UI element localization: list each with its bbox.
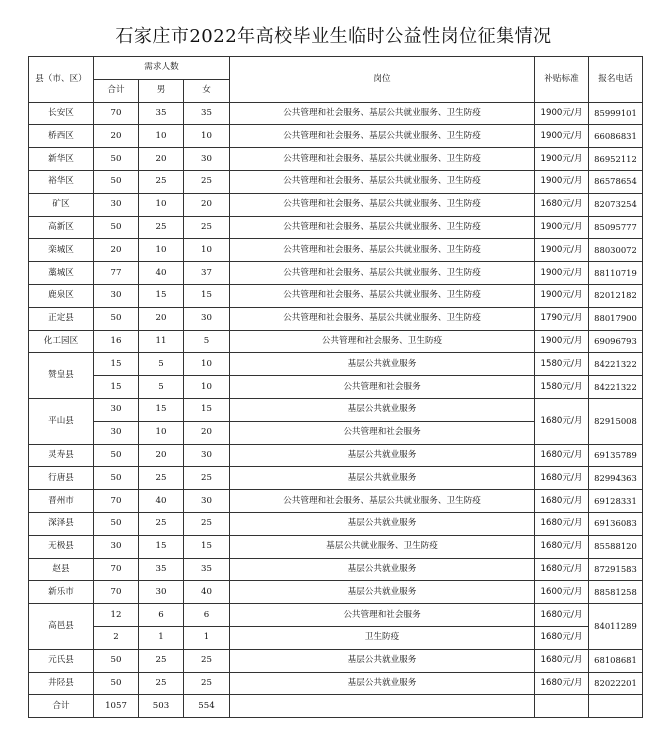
subsidy-cell: 1680元/月 — [535, 649, 589, 672]
phone-cell: 82012182 — [589, 284, 643, 307]
total-cell: 30 — [94, 193, 139, 216]
male-cell: 25 — [139, 467, 184, 490]
position-cell: 公共管理和社会服务、基层公共就业服务、卫生防疫 — [230, 125, 535, 148]
female-cell: 20 — [184, 421, 230, 444]
recruitment-table — [28, 56, 643, 718]
phone-cell: 88017900 — [589, 307, 643, 330]
county-cell: 元氏县 — [29, 649, 94, 672]
county-cell: 栾城区 — [29, 239, 94, 262]
female-cell: 30 — [184, 307, 230, 330]
page-title: 石家庄市2022年高校毕业生临时公益性岗位征集情况 — [115, 26, 552, 47]
position-cell: 基层公共就业服务 — [230, 444, 535, 467]
table-row — [29, 330, 643, 353]
position-cell: 公共管理和社会服务、基层公共就业服务、卫生防疫 — [230, 262, 535, 285]
subsidy-cell: 1900元/月 — [535, 170, 589, 193]
subsidy-cell: 1680元/月 — [535, 672, 589, 695]
header-male: 男 — [139, 79, 184, 102]
subsidy-cell: 1580元/月 — [535, 376, 589, 399]
phone-cell: 88030072 — [589, 239, 643, 262]
total-cell: 2 — [94, 626, 139, 649]
position-cell: 卫生防疫 — [230, 626, 535, 649]
female-cell: 30 — [184, 148, 230, 171]
position-cell: 公共管理和社会服务、基层公共就业服务、卫生防疫 — [230, 284, 535, 307]
female-cell: 35 — [184, 102, 230, 125]
position-cell: 基层公共就业服务、卫生防疫 — [230, 535, 535, 558]
position-cell: 基层公共就业服务 — [230, 353, 535, 376]
position-cell: 基层公共就业服务 — [230, 581, 535, 604]
county-cell: 赞皇县 — [29, 353, 94, 399]
table-row — [29, 398, 643, 421]
phone-cell: 86952112 — [589, 148, 643, 171]
phone-cell: 85095777 — [589, 216, 643, 239]
position-cell: 基层公共就业服务 — [230, 558, 535, 581]
county-cell: 新华区 — [29, 148, 94, 171]
total-cell: 50 — [94, 148, 139, 171]
table-row — [29, 604, 643, 627]
subsidy-cell: 1900元/月 — [535, 216, 589, 239]
male-cell: 20 — [139, 444, 184, 467]
phone-cell: 84221322 — [589, 353, 643, 376]
county-cell: 赵县 — [29, 558, 94, 581]
female-cell: 15 — [184, 535, 230, 558]
female-cell: 15 — [184, 398, 230, 421]
position-cell: 公共管理和社会服务、基层公共就业服务、卫生防疫 — [230, 490, 535, 513]
male-cell: 503 — [139, 695, 184, 718]
subsidy-cell: 1680元/月 — [535, 444, 589, 467]
total-cell: 12 — [94, 604, 139, 627]
total-cell: 50 — [94, 672, 139, 695]
male-cell: 10 — [139, 421, 184, 444]
phone-cell: 82915008 — [589, 398, 643, 444]
total-cell: 1057 — [94, 695, 139, 718]
subsidy-cell: 1900元/月 — [535, 284, 589, 307]
position-cell: 公共管理和社会服务、基层公共就业服务、卫生防疫 — [230, 216, 535, 239]
county-cell: 行唐县 — [29, 467, 94, 490]
table-row — [29, 125, 643, 148]
county-cell: 晋州市 — [29, 490, 94, 513]
subsidy-cell: 1680元/月 — [535, 604, 589, 627]
header-position: 岗位 — [230, 57, 535, 103]
phone-cell: 88581258 — [589, 581, 643, 604]
header-demand: 需求人数 — [94, 57, 230, 80]
county-cell: 高邑县 — [29, 604, 94, 650]
subsidy-cell: 1680元/月 — [535, 490, 589, 513]
position-cell: 公共管理和社会服务、基层公共就业服务、卫生防疫 — [230, 307, 535, 330]
phone-cell: 87291583 — [589, 558, 643, 581]
male-cell: 35 — [139, 558, 184, 581]
subsidy-cell: 1600元/月 — [535, 581, 589, 604]
female-cell: 25 — [184, 512, 230, 535]
position-cell — [230, 695, 535, 718]
subsidy-cell: 1900元/月 — [535, 125, 589, 148]
male-cell: 40 — [139, 490, 184, 513]
female-cell: 25 — [184, 216, 230, 239]
subsidy-cell: 1680元/月 — [535, 193, 589, 216]
county-cell: 化工园区 — [29, 330, 94, 353]
position-cell: 公共管理和社会服务、基层公共就业服务、卫生防疫 — [230, 193, 535, 216]
phone-cell: 69128331 — [589, 490, 643, 513]
total-cell: 50 — [94, 467, 139, 490]
male-cell: 11 — [139, 330, 184, 353]
county-cell: 矿区 — [29, 193, 94, 216]
phone-cell: 66086831 — [589, 125, 643, 148]
position-cell: 基层公共就业服务 — [230, 672, 535, 695]
table-row — [29, 239, 643, 262]
male-cell: 5 — [139, 376, 184, 399]
county-cell: 裕华区 — [29, 170, 94, 193]
total-cell: 30 — [94, 398, 139, 421]
female-cell: 30 — [184, 490, 230, 513]
phone-cell: 84011289 — [589, 604, 643, 650]
subsidy-cell: 1680元/月 — [535, 558, 589, 581]
county-cell: 新乐市 — [29, 581, 94, 604]
male-cell: 35 — [139, 102, 184, 125]
subsidy-cell: 1680元/月 — [535, 398, 589, 444]
table-row — [29, 467, 643, 490]
total-cell: 30 — [94, 535, 139, 558]
subsidy-cell: 1680元/月 — [535, 535, 589, 558]
total-cell: 15 — [94, 376, 139, 399]
table-row — [29, 353, 643, 376]
subsidy-cell: 1680元/月 — [535, 512, 589, 535]
subsidy-cell — [535, 695, 589, 718]
position-cell: 公共管理和社会服务 — [230, 376, 535, 399]
table-row — [29, 284, 643, 307]
male-cell: 40 — [139, 262, 184, 285]
subsidy-cell: 1900元/月 — [535, 262, 589, 285]
subsidy-cell: 1900元/月 — [535, 102, 589, 125]
header-phone: 报名电话 — [589, 57, 643, 103]
county-cell: 深泽县 — [29, 512, 94, 535]
phone-cell: 82073254 — [589, 193, 643, 216]
total-cell: 70 — [94, 558, 139, 581]
table-row — [29, 672, 643, 695]
female-cell: 25 — [184, 672, 230, 695]
female-cell: 30 — [184, 444, 230, 467]
table-row — [29, 307, 643, 330]
position-cell: 基层公共就业服务 — [230, 467, 535, 490]
position-cell: 公共管理和社会服务、基层公共就业服务、卫生防疫 — [230, 102, 535, 125]
table-row — [29, 376, 643, 399]
table-row — [29, 558, 643, 581]
table-row — [29, 490, 643, 513]
phone-cell: 85999101 — [589, 102, 643, 125]
female-cell: 25 — [184, 649, 230, 672]
phone-cell: 84221322 — [589, 376, 643, 399]
county-cell: 合计 — [29, 695, 94, 718]
phone-cell: 69135789 — [589, 444, 643, 467]
subsidy-cell: 1680元/月 — [535, 626, 589, 649]
male-cell: 10 — [139, 125, 184, 148]
total-cell: 15 — [94, 353, 139, 376]
male-cell: 1 — [139, 626, 184, 649]
female-cell: 5 — [184, 330, 230, 353]
phone-cell: 86578654 — [589, 170, 643, 193]
male-cell: 6 — [139, 604, 184, 627]
subsidy-cell: 1680元/月 — [535, 467, 589, 490]
phone-cell: 82022201 — [589, 672, 643, 695]
table-row — [29, 581, 643, 604]
phone-cell: 69136083 — [589, 512, 643, 535]
female-cell: 15 — [184, 284, 230, 307]
total-cell: 50 — [94, 512, 139, 535]
county-cell: 高新区 — [29, 216, 94, 239]
total-cell: 16 — [94, 330, 139, 353]
female-cell: 1 — [184, 626, 230, 649]
county-cell: 正定县 — [29, 307, 94, 330]
position-cell: 基层公共就业服务 — [230, 649, 535, 672]
position-cell: 公共管理和社会服务 — [230, 604, 535, 627]
female-cell: 25 — [184, 467, 230, 490]
county-cell: 灵寿县 — [29, 444, 94, 467]
county-cell: 平山县 — [29, 398, 94, 444]
header-subsidy: 补贴标准 — [535, 57, 589, 103]
total-cell: 50 — [94, 307, 139, 330]
total-cell: 50 — [94, 649, 139, 672]
phone-cell: 88110719 — [589, 262, 643, 285]
total-cell: 50 — [94, 170, 139, 193]
female-cell: 37 — [184, 262, 230, 285]
table-row — [29, 649, 643, 672]
male-cell: 15 — [139, 398, 184, 421]
county-cell: 无极县 — [29, 535, 94, 558]
total-cell: 50 — [94, 216, 139, 239]
county-cell: 长安区 — [29, 102, 94, 125]
total-cell: 70 — [94, 490, 139, 513]
total-cell: 30 — [94, 284, 139, 307]
header-female: 女 — [184, 79, 230, 102]
total-cell: 70 — [94, 102, 139, 125]
male-cell: 10 — [139, 193, 184, 216]
table-row — [29, 170, 643, 193]
phone-cell: 68108681 — [589, 649, 643, 672]
subsidy-cell: 1900元/月 — [535, 148, 589, 171]
female-cell: 10 — [184, 376, 230, 399]
male-cell: 20 — [139, 307, 184, 330]
female-cell: 554 — [184, 695, 230, 718]
total-cell: 50 — [94, 444, 139, 467]
total-cell: 30 — [94, 421, 139, 444]
male-cell: 15 — [139, 535, 184, 558]
female-cell: 25 — [184, 170, 230, 193]
female-cell: 10 — [184, 353, 230, 376]
position-cell: 基层公共就业服务 — [230, 398, 535, 421]
female-cell: 10 — [184, 125, 230, 148]
position-cell: 公共管理和社会服务 — [230, 421, 535, 444]
female-cell: 20 — [184, 193, 230, 216]
position-cell: 公共管理和社会服务、基层公共就业服务、卫生防疫 — [230, 170, 535, 193]
male-cell: 25 — [139, 170, 184, 193]
female-cell: 40 — [184, 581, 230, 604]
county-cell: 桥西区 — [29, 125, 94, 148]
phone-cell: 82994363 — [589, 467, 643, 490]
total-cell: 20 — [94, 239, 139, 262]
table-row — [29, 216, 643, 239]
total-cell: 70 — [94, 581, 139, 604]
subsidy-cell: 1900元/月 — [535, 239, 589, 262]
subsidy-cell: 1580元/月 — [535, 353, 589, 376]
table-row — [29, 512, 643, 535]
male-cell: 25 — [139, 649, 184, 672]
table-row — [29, 262, 643, 285]
male-cell: 20 — [139, 148, 184, 171]
male-cell: 5 — [139, 353, 184, 376]
total-cell: 20 — [94, 125, 139, 148]
table-row — [29, 535, 643, 558]
table-row — [29, 102, 643, 125]
female-cell: 6 — [184, 604, 230, 627]
phone-cell: 85588120 — [589, 535, 643, 558]
total-cell: 77 — [94, 262, 139, 285]
position-cell: 公共管理和社会服务、卫生防疫 — [230, 330, 535, 353]
position-cell: 公共管理和社会服务、基层公共就业服务、卫生防疫 — [230, 148, 535, 171]
table-row — [29, 148, 643, 171]
table-row — [29, 626, 643, 649]
subsidy-cell: 1790元/月 — [535, 307, 589, 330]
male-cell: 25 — [139, 512, 184, 535]
table-row — [29, 444, 643, 467]
male-cell: 25 — [139, 216, 184, 239]
position-cell: 公共管理和社会服务、基层公共就业服务、卫生防疫 — [230, 239, 535, 262]
female-cell: 10 — [184, 239, 230, 262]
header-row — [29, 57, 643, 80]
phone-cell: 69096793 — [589, 330, 643, 353]
county-cell: 鹿泉区 — [29, 284, 94, 307]
county-cell: 藁城区 — [29, 262, 94, 285]
phone-cell — [589, 695, 643, 718]
male-cell: 30 — [139, 581, 184, 604]
male-cell: 15 — [139, 284, 184, 307]
header-county: 县（市、区） — [29, 57, 94, 103]
subsidy-cell: 1900元/月 — [535, 330, 589, 353]
position-cell: 基层公共就业服务 — [230, 512, 535, 535]
county-cell: 井陉县 — [29, 672, 94, 695]
male-cell: 10 — [139, 239, 184, 262]
male-cell: 25 — [139, 672, 184, 695]
total-row — [29, 695, 643, 718]
female-cell: 35 — [184, 558, 230, 581]
header-total: 合计 — [94, 79, 139, 102]
table-row — [29, 193, 643, 216]
